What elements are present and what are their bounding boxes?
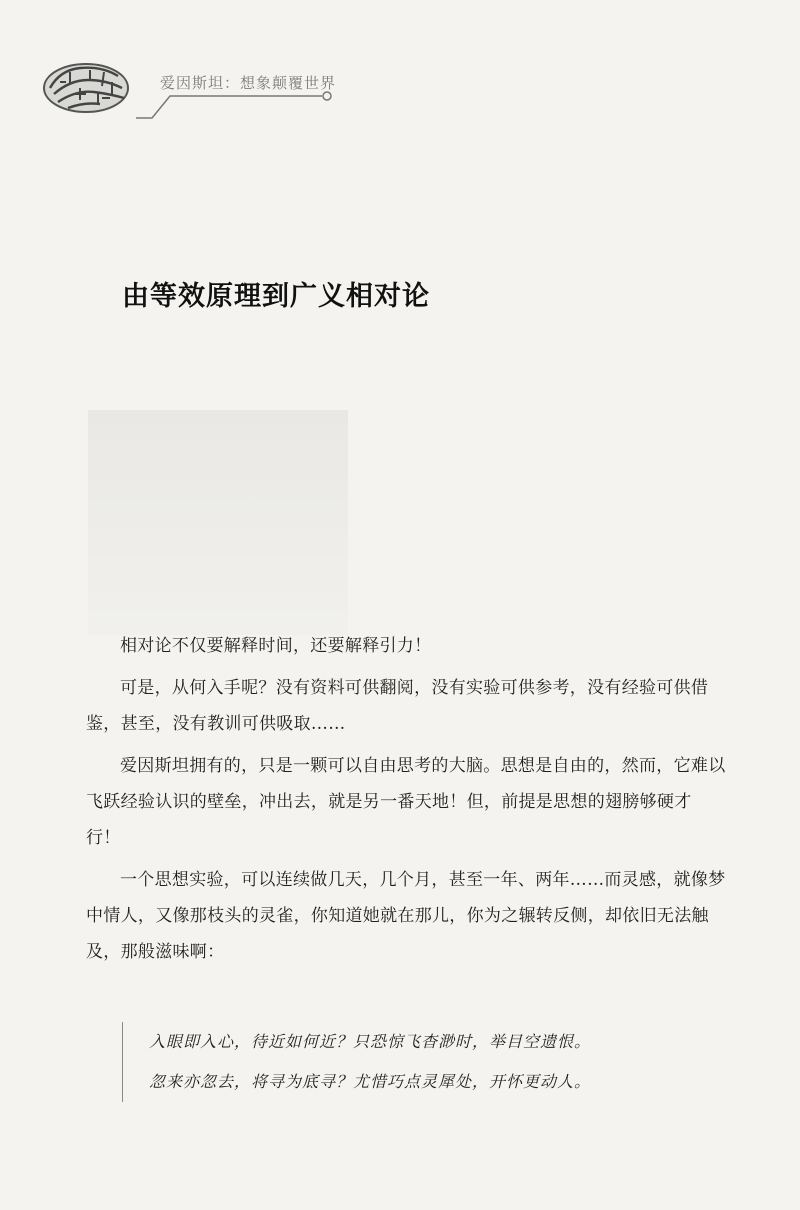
paragraph: 爱因斯坦拥有的，只是一颗可以自由思考的大脑。思想是自由的，然而，它难以飞跃经验认识的壁垒，冲出去，就是另一番天地！但，前提是思想的翅膀够硬才行！	[86, 756, 726, 848]
paragraph: 可是，从何入手呢？没有资料可供翻阅，没有实验可供参考，没有经验可供借鉴，甚至，没有教训可供吸取……	[86, 678, 709, 734]
running-title: 爱因斯坦：想象颠覆世界	[160, 74, 337, 92]
poem-line: 入眼即入心，待近如何近？只恐惊飞杳渺时，举目空遗恨。	[149, 1032, 592, 1051]
background-bleed	[88, 410, 348, 635]
paragraph: 相对论不仅要解释时间，还要解释引力！	[120, 636, 432, 656]
body-text	[86, 628, 726, 976]
poem-block	[122, 1022, 749, 1102]
chapter-title: 由等效原理到广义相对论	[122, 281, 430, 312]
page-header	[40, 58, 360, 128]
poem-line: 忽来亦忽去，将寻为底寻？尤惜巧点灵犀处，开怀更动人。	[149, 1072, 592, 1091]
header-rule	[40, 58, 380, 128]
paragraph: 一个思想实验，可以连续做几天，几个月，甚至一年、两年……而灵感，就像梦中情人，又像那枝头的灵雀，你知道她就在那儿，你为之辗转反侧，却依旧无法触及，那般滋味啊：	[86, 870, 726, 962]
